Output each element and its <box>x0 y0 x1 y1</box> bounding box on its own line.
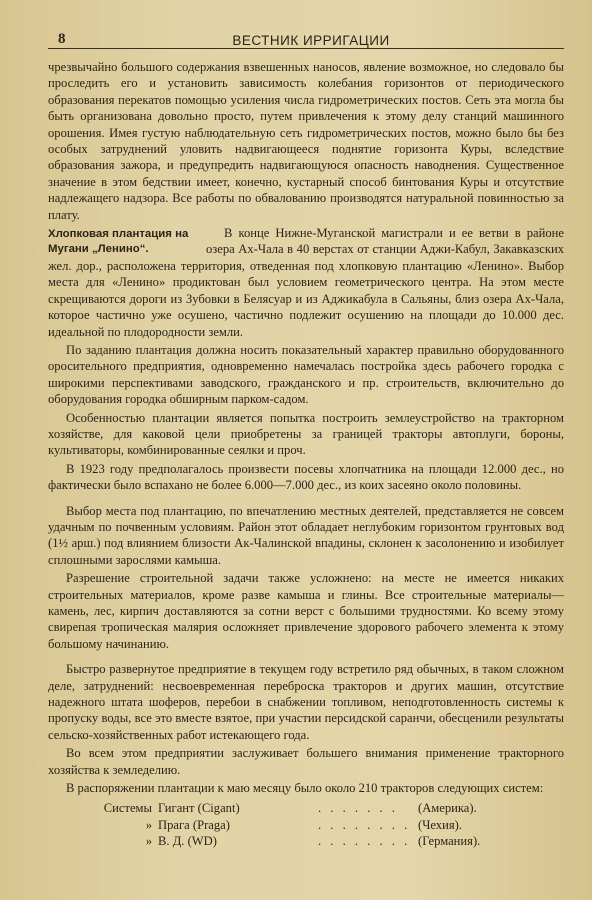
list-item: » В. Д. (WD) . . . . . . . . (Германия). <box>145 834 481 849</box>
paragraph-1: чрезвычайно большого содержания взвешенных наносов, явление возможное, но следовало бы проследить его и установить зависимость колебания горизонтов от периодического образования перекатов помощью усиления числа гидрометрических постов. Сеть эта могла бы быть организована довольно просто, путем привлечения к этому делу станций машинного орошения. Имея густую наблюдательную сеть гидрометрических постов, можно было бы без особых затруднений уловить надвигающееся поднятие горизонта Куры, вследствие образования зажора, и предупредить надвигающуюся опасность наводнения. Существенное значение в этом бедствии имеет, конечно, кустарный способ бинтования Куры и отсутствие надлежащего надзора. Все работы по обвалованию производятся натуральной повинностью за плату. <box>48 60 564 222</box>
paragraph-9: Во всем этом предприятии заслуживает большего внимания применение тракторного хозяйства к земледелию. <box>48 746 564 777</box>
article-body <box>48 59 564 850</box>
paragraph-5: В 1923 году предполагалось произвести посевы хлопчатника на площади 12.000 дес., но фактически было вспахано не более 6.000—7.000 дес., из коих засеяно около половины. <box>48 461 564 493</box>
paragraph-3: По заданию плантация должна носить показательный характер правильно оборудованного оросительного предприятия, одновременно намечалась постройка здесь рабочего городка с широкими перспективами заводского, гражданского и пр. строительств, включительно до оборудования городка обширным парком-садом. <box>48 342 564 407</box>
paragraph-4: Особенностью плантации является попытка построить землеустройство на тракторном хозяйстве, для каковой цели приобретены за границей тракторы автоплуги, бороны, культиваторы, комбинированные сеялки и проч. <box>48 410 564 458</box>
tractor-systems-list <box>48 800 564 849</box>
paragraph-8: Быстро развернутое предприятие в текущем году встретило ряд обычных, в таком сложном деле, затруднений: несвоевременная переброска тракторов и других машин, отсутствие надежного штата шоферов, перебои в снабжении топливом, неподготовленность системы к пропуску воды, все это вместе взятое, при участии персидской саранчи, обесценили результаты сельско-хозяйственных работ истекающего года. <box>48 662 564 742</box>
page-number: 8 <box>58 31 66 47</box>
paragraph-2: В конце Нижне-Муганской магистрали и ее ветви в районе озера Ах-Чала в 40 верстах от станции Аджи-Кабул, Закавказских жел. дор., расположена территория, отведенная под хлопковую плантацию «Ленино». Выбор места для «Ленино» продиктован был условием геометрического центра. На этом месте скрещиваются дороги из Зубовки в Белясуар и из Аджикабула в Сальяны, близ озера Ах-Чала, которое частично уже осушено, частично подлежит осушению на площади до 10.000 дес. идеальной по плодородности земли. <box>48 226 564 339</box>
list-item: Системы Гигант (Cigant) . . . . . . . (Америка). <box>103 801 477 816</box>
list-item: » Прага (Praga) . . . . . . . . (Чехия). <box>145 817 462 832</box>
running-head: ВЕСТНИК ИРРИГАЦИИ <box>232 33 390 48</box>
paragraph-10: В распоряжении плантации к маю месяцу было около 210 тракторов следующих систем: <box>66 781 544 796</box>
paragraph-7: Разрешение строительной задачи также усложнено: на месте не имеется никаких строительных материалов, кроме разве камыша и глины. Все строительные материалы—камень, лес, кирпич доставляются за сотни верст с большими трудностями. Ко всему этому свирепая тропическая малярия осложняет привлечение здорового рабочего элемента к этому большому начинанию. <box>48 571 564 651</box>
section-heading: Хлопковая плантация на Мугани „Ленино“. <box>48 228 189 256</box>
paragraph-6: Выбор места под плантацию, по впечатлению местных деятелей, представляется не совсем удачным по почвенным условиям. Район этот обладает неглубоким горизонтом грунтовых вод (1½ арш.) под влиянием близости Ак-Чалинской впадины, склонен к засолонению и изобилует сплошными зарослями камыша. <box>48 503 564 567</box>
page-header <box>48 26 564 49</box>
